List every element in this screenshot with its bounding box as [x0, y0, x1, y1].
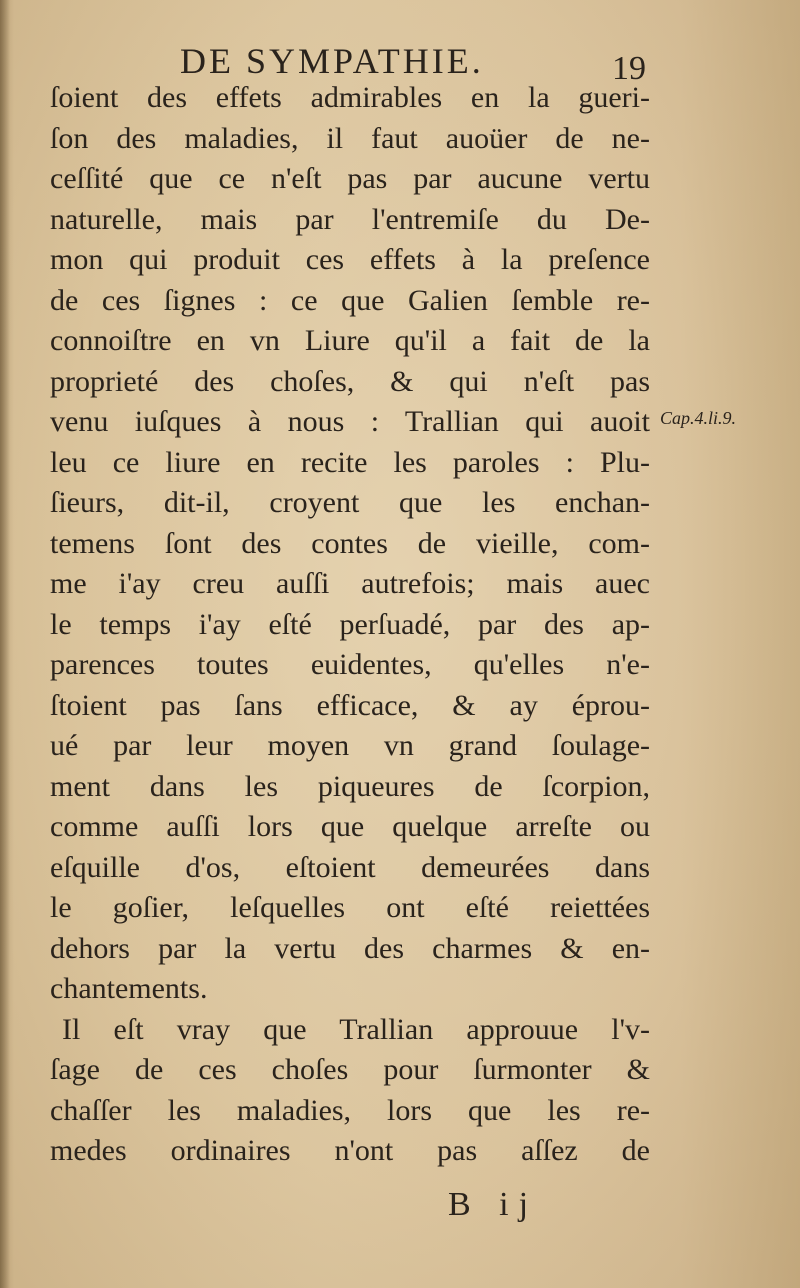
text-line: Il eſt vray que Trallian approuue l'v-	[62, 1012, 650, 1046]
text-line: medes ordinaires n'ont pas aſſez de	[50, 1134, 650, 1167]
text-line: de ces ſignes : ce que Galien ſemble re-	[50, 283, 650, 317]
text-line: temens ſont des contes de vieille, com-	[50, 526, 650, 560]
text-line: naturelle, mais par l'entremiſe du De-	[50, 202, 650, 236]
text-line: chantements.	[50, 972, 208, 1005]
text-line: leu ce liure en recite les paroles : Plu-	[50, 445, 650, 479]
text-line: ment dans les piqueures de ſcorpion,	[50, 769, 650, 803]
page-edge-shadow	[0, 0, 10, 1288]
text-line: me i'ay creu auſſi autrefois; mais auec	[50, 567, 650, 600]
text-line: chaſſer les maladies, lors que les re-	[50, 1093, 650, 1127]
text-line: ſtoient pas ſans efficace, & ay éprou-	[50, 688, 650, 722]
text-line: comme auſſi lors que quelque arreſte ou	[50, 810, 650, 843]
text-line: ſoient des effets admirables en la gueri-	[50, 81, 650, 114]
running-head: DE SYMPATHIE.	[180, 41, 484, 81]
text-line: ué par leur moyen vn grand ſoulage-	[50, 729, 650, 762]
text-line: parences toutes euidentes, qu'elles n'e-	[50, 648, 650, 681]
text-line: mon qui produit ces effets à la preſence	[50, 243, 650, 276]
page-number: 19	[612, 50, 646, 87]
text-line: le goſier, leſquelles ont eſté reiettées	[50, 891, 650, 924]
text-line: eſquille d'os, eſtoient demeurées dans	[50, 850, 650, 884]
text-line: dehors par la vertu des charmes & en-	[50, 931, 650, 965]
text-line: le temps i'ay eſté perſuadé, par des ap-	[50, 607, 650, 641]
text-line: ſon des maladies, il faut auoüer de ne-	[50, 121, 650, 155]
margin-note: Cap.4.li.9.	[660, 408, 737, 428]
body-text	[50, 78, 650, 1172]
text-line: ceſſité que ce n'eſt pas par aucune vertu	[50, 162, 650, 195]
text-line: ſage de ces choſes pour ſurmonter &	[50, 1053, 650, 1086]
text-line: ſieurs, dit-il, croyent que les enchan-	[50, 486, 650, 519]
text-line: proprieté des choſes, & qui n'eſt pas	[50, 364, 650, 398]
text-line: connoiſtre en vn Liure qu'il a fait de la	[50, 324, 650, 357]
signature-mark: B ij	[448, 1186, 539, 1223]
text-line: venu iuſques à nous : Trallian qui auoit	[50, 405, 650, 438]
